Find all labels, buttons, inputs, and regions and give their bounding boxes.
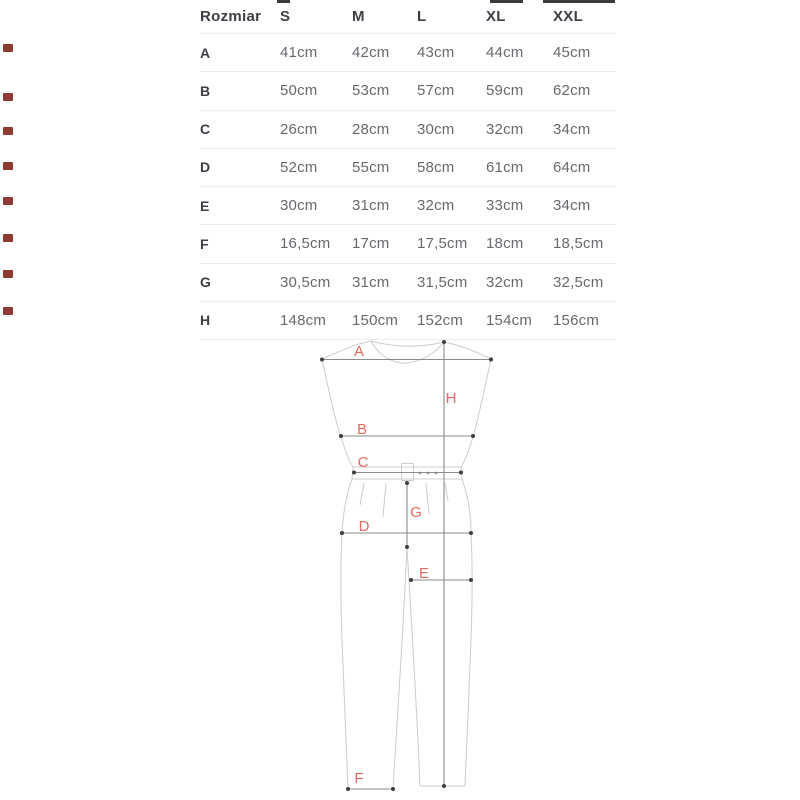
measure-label-b: B	[356, 421, 368, 438]
row-label: A	[200, 44, 211, 61]
measurement-value: 50cm	[280, 82, 318, 100]
measure-label-e: E	[418, 565, 430, 582]
measure-label-f: F	[354, 770, 364, 787]
table-row	[200, 264, 616, 302]
row-label: E	[200, 197, 210, 214]
left-edge-artifact	[3, 93, 13, 101]
measurement-value: 31cm	[352, 273, 390, 291]
table-row	[200, 111, 616, 149]
measurement-value: 62cm	[553, 82, 591, 100]
measurement-value: 64cm	[553, 158, 591, 176]
measurement-value: 58cm	[417, 158, 455, 176]
measurement-value: 43cm	[417, 44, 455, 62]
measurement-value: 61cm	[486, 158, 524, 176]
left-edge-artifact	[3, 162, 13, 170]
measurement-value: 26cm	[280, 120, 318, 138]
measurement-value: 32cm	[486, 273, 524, 291]
row-label: C	[200, 121, 211, 138]
measurement-value: 42cm	[352, 44, 390, 62]
row-label: D	[200, 159, 211, 176]
measurement-value: 33cm	[486, 197, 524, 215]
measurement-value: 18,5cm	[553, 235, 604, 253]
measurement-value: 17,5cm	[417, 235, 468, 253]
jumpsuit-outline	[322, 341, 491, 789]
column-header-xl: XL	[486, 8, 506, 25]
measurement-value: 59cm	[486, 82, 524, 100]
measurement-value: 44cm	[486, 44, 524, 62]
measurement-value: 32cm	[417, 197, 455, 215]
table-row	[200, 187, 616, 225]
measurement-value: 31,5cm	[417, 273, 468, 291]
measurement-value: 16,5cm	[280, 235, 331, 253]
measurement-value: 30cm	[280, 197, 318, 215]
measurement-value: 154cm	[486, 311, 533, 329]
size-table	[200, 0, 616, 340]
measurement-value: 150cm	[352, 311, 399, 329]
measurement-value: 41cm	[280, 44, 318, 62]
column-header-rozmiar: Rozmiar	[200, 8, 262, 25]
left-edge-artifact	[3, 127, 13, 135]
measurement-value: 28cm	[352, 120, 390, 138]
measurement-value: 34cm	[553, 197, 591, 215]
measurement-value: 52cm	[280, 158, 318, 176]
measure-label-g: G	[410, 504, 422, 521]
column-header-s: S	[280, 8, 291, 25]
left-edge-artifact	[3, 234, 13, 242]
row-label: H	[200, 312, 211, 329]
measurement-value: 30,5cm	[280, 273, 331, 291]
measure-label-h: H	[445, 390, 457, 407]
measure-label-a: A	[353, 343, 365, 360]
measurement-value: 32cm	[486, 120, 524, 138]
table-rows	[200, 34, 616, 340]
measurement-value: 148cm	[280, 311, 327, 329]
left-edge-artifact	[3, 197, 13, 205]
measurement-value: 45cm	[553, 44, 591, 62]
measurement-value: 32,5cm	[553, 273, 604, 291]
row-label: B	[200, 82, 211, 99]
left-edge-artifact	[3, 44, 13, 52]
table-row	[200, 34, 616, 72]
measure-label-d: D	[358, 518, 370, 535]
measurement-value: 30cm	[417, 120, 455, 138]
row-label: G	[200, 274, 212, 291]
measurement-value: 152cm	[417, 311, 464, 329]
measurement-value: 18cm	[486, 235, 524, 253]
left-edge-artifact	[3, 307, 13, 315]
measurement-value: 57cm	[417, 82, 455, 100]
garment-diagram	[305, 335, 505, 800]
table-header-row	[200, 0, 616, 34]
waist-pleats	[360, 483, 448, 517]
measurement-value: 53cm	[352, 82, 390, 100]
table-row	[200, 72, 616, 110]
measurement-value: 156cm	[553, 311, 600, 329]
left-edge-artifact	[3, 270, 13, 278]
row-label: F	[200, 235, 209, 252]
column-header-m: M	[352, 8, 365, 25]
measure-label-c: C	[357, 454, 369, 471]
measurement-value: 34cm	[553, 120, 591, 138]
column-header-xxl: XXL	[553, 8, 584, 25]
measurement-value: 31cm	[352, 197, 390, 215]
table-row	[200, 225, 616, 263]
measurement-value: 55cm	[352, 158, 390, 176]
column-header-l: L	[417, 8, 427, 25]
table-row	[200, 149, 616, 187]
measurement-value: 17cm	[352, 235, 390, 253]
